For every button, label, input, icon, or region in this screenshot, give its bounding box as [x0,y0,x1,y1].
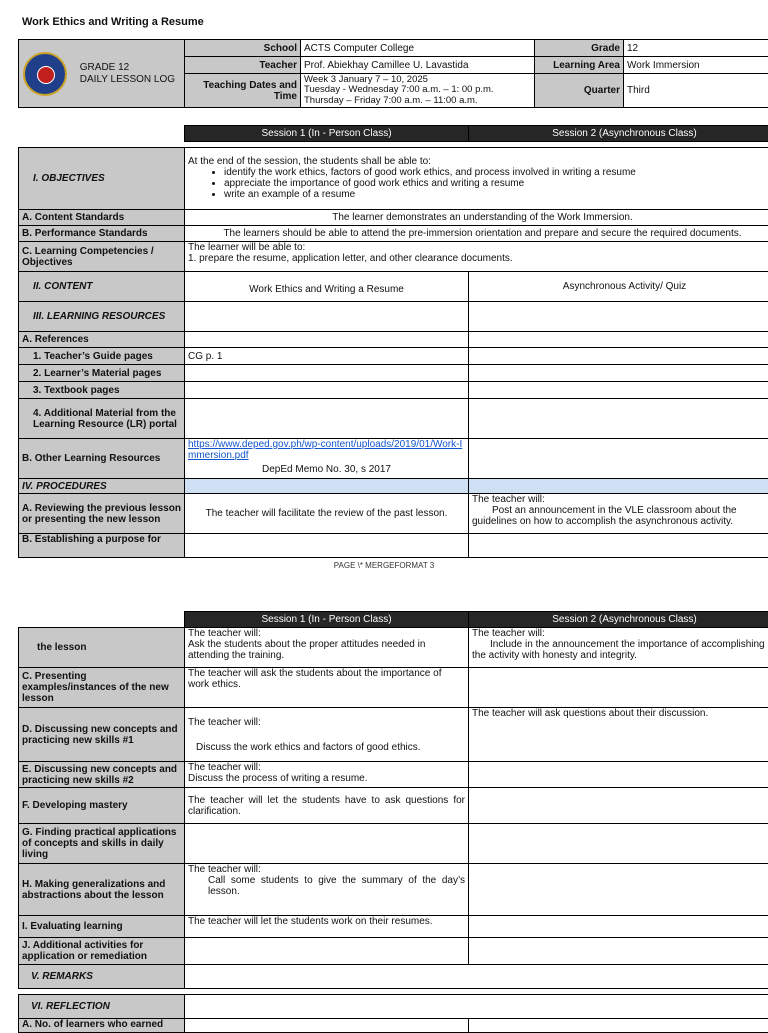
session2-header: Session 2 (Asynchronous Class) [469,612,768,628]
competencies-label: C. Learning Competencies / Objectives [19,242,185,272]
reflection-label: VI. REFLECTION [19,995,185,1019]
learners-material-label: 2. Learner’s Material pages [19,365,185,382]
reviewing-session1: The teacher will facilitate the review of the past lesson. [185,494,469,534]
presenting-examples-session1: The teacher will ask the students about the importance of work ethics. [185,668,469,708]
discussing-2-line: Discuss the process of writing a resume. [188,773,465,784]
objective-item: • identify the work ethics, factors of good work ethics, and process involved in writing a resume [224,167,768,178]
practical-applications-session2 [469,824,768,864]
session2-header: Session 2 (Asynchronous Class) [469,126,768,142]
lesson-table-page1 [18,125,768,558]
additional-activities-session2 [469,938,768,965]
developing-mastery-session1: The teacher will let the students have to ask questions for clarification. [185,788,469,824]
learners-earned-label: A. No. of learners who earned [19,1019,185,1033]
discussing-concepts-2-session2 [469,762,768,788]
purpose-label: B. Establishing a purpose for [19,534,185,558]
teacher-label: Teacher [185,57,301,74]
additional-material-label: 4. Additional Material from the Learning Resource (LR) portal [19,399,185,439]
competencies-line: 1. prepare the resume, application letter, and other clearance documents. [188,253,768,264]
learners-earned-session1 [185,1019,469,1033]
other-resources-label: B. Other Learning Resources [19,439,185,479]
header-table [18,39,768,108]
discussing-concepts-2-label: E. Discussing new concepts and practicing new skills #2 [19,762,185,788]
discussing-concepts-1-session2: The teacher will ask questions about their discussion. [469,708,768,762]
learning-area-label: Learning Area [535,57,624,74]
developing-mastery-session2 [469,788,768,824]
learners-earned-session2 [469,1019,768,1033]
lesson-s1-line: The teacher will: [188,628,465,639]
textbook-pages-label: 3. Textbook pages [19,382,185,399]
performance-standards-label: B. Performance Standards [19,226,185,242]
lesson-s1-line: Ask the students about the proper attitudes needed in attending the training. [188,639,465,661]
reviewing-s2-line: The teacher will: [472,494,768,505]
lesson-session1 [185,628,469,668]
resources-session1 [185,302,469,332]
purpose-session2 [469,534,768,558]
dates-value [301,74,535,108]
competencies-cell [185,242,768,272]
content-session1: Work Ethics and Writing a Resume [185,272,469,302]
discussing-concepts-1-session1 [185,708,469,762]
lesson-s2-line: The teacher will: [472,628,768,639]
lesson-table-page2 [18,611,768,1033]
content-session2: Asynchronous Activity/ Quiz [469,272,768,302]
dates-line: Week 3 January 7 – 10, 2025 [304,75,531,86]
additional-material-session2 [469,399,768,439]
discussing-1-line: Discuss the work ethics and factors of good ethics. [188,742,465,753]
objectives-cell [185,148,768,210]
competencies-line: The learner will be able to: [188,242,768,253]
school-label: School [185,40,301,57]
references-session1 [185,332,469,348]
evaluating-learning-session1: The teacher will let the students work on their resumes. [185,916,469,938]
grade-label: Grade [535,40,624,57]
additional-activities-session1 [185,938,469,965]
grade-log-line1: GRADE 12 [80,62,129,73]
other-resources-cell [185,439,469,479]
references-label: A. References [19,332,185,348]
school-value: ACTS Computer College [301,40,535,57]
practical-applications-label: G. Finding practical applications of concepts and skills in daily living [19,824,185,864]
reviewing-label: A. Reviewing the previous lesson or presenting the new lesson [19,494,185,534]
teachers-guide-value: CG p. 1 [185,348,469,365]
learning-resources-label: III. LEARNING RESOURCES [19,302,185,332]
procedures-session2 [469,479,768,494]
references-session2 [469,332,768,348]
document-title: Work Ethics and Writing a Resume [22,16,204,28]
textbook-pages-session2 [469,382,768,399]
other-resources-session2 [469,439,768,479]
additional-activities-label: J. Additional activities for application or remediation [19,938,185,965]
teachers-guide-session2 [469,348,768,365]
reviewing-s2-line: Post an announcement in the VLE classroom about the guidelines on how to accomplish the asynchronous activity. [472,505,768,527]
page-footer: PAGE \* MERGEFORMAT 3 [0,561,768,570]
objective-item: • write an example of a resume [224,189,768,200]
lesson-s2-line: Include in the announcement the importance of accomplishing the activity with honesty and integrity. [472,639,768,661]
procedures-session1 [185,479,469,494]
session1-header: Session 1 (In - Person Class) [185,126,469,142]
presenting-examples-label: C. Presenting examples/instances of the new lesson [19,668,185,708]
content-standards-label: A. Content Standards [19,210,185,226]
objectives-list [188,167,768,200]
performance-standards-value: The learners should be able to attend the pre-immersion orientation and prepare and secure the required documents. [185,226,768,242]
grade-log-line2: DAILY LESSON LOG [80,74,175,85]
discussing-concepts-1-label: D. Discussing new concepts and practicing new skills #1 [19,708,185,762]
quarter-label: Quarter [535,74,624,108]
presenting-examples-session2 [469,668,768,708]
developing-mastery-label: F. Developing mastery [19,788,185,824]
reviewing-session2 [469,494,768,534]
grade-log-cell [19,40,185,108]
discussing-concepts-2-session1 [185,762,469,788]
learners-material-session2 [469,365,768,382]
evaluating-learning-label: I. Evaluating learning [19,916,185,938]
objective-item: • appreciate the importance of good work ethics and writing a resume [224,178,768,189]
additional-material-session1 [185,399,469,439]
dates-label: Teaching Dates and Time [185,74,301,108]
learners-material-session1 [185,365,469,382]
content-label: II. CONTENT [19,272,185,302]
dates-line: Thursday – Friday 7:00 a.m. – 11:00 a.m. [304,96,531,107]
learning-area-value: Work Immersion [624,57,768,74]
objectives-label: I. OBJECTIVES [19,148,185,210]
lesson-session2 [469,628,768,668]
practical-applications-session1 [185,824,469,864]
generalizations-session1 [185,864,469,916]
textbook-pages-session1 [185,382,469,399]
teachers-guide-label: 1. Teacher’s Guide pages [19,348,185,365]
content-standards-value: The learner demonstrates an understanding of the Work Immersion. [185,210,768,226]
procedures-label: IV. PROCEDURES [19,479,185,494]
evaluating-learning-session2 [469,916,768,938]
generalizations-session2 [469,864,768,916]
resources-session2 [469,302,768,332]
objectives-intro: At the end of the session, the students shall be able to: [188,156,768,167]
remarks-value [185,965,768,989]
purpose-session1 [185,534,469,558]
deped-memo: DepEd Memo No. 30, s 2017 [188,464,465,475]
generalizations-line: The teacher will: [188,864,465,875]
generalizations-label: H. Making generalizations and abstractions about the lesson [19,864,185,916]
remarks-label: V. REMARKS [19,965,185,989]
quarter-value: Third [624,74,768,108]
reflection-value [185,995,768,1019]
grade-value: 12 [624,40,768,57]
lesson-label: the lesson [19,628,185,668]
deped-seal-icon [23,52,67,96]
dates-line: Tuesday - Wednesday 7:00 a.m. – 1: 00 p.m. [304,85,531,96]
teacher-value: Prof. Abiekhay Camillee U. Lavastida [301,57,535,74]
deped-resource-link[interactable]: https://www.deped.gov.ph/wp-content/uploads/2019/01/Work-Immersion.pdf [188,439,462,461]
session1-header: Session 1 (In - Person Class) [185,612,469,628]
discussing-2-line: The teacher will: [188,762,465,773]
generalizations-line: Call some students to give the summary of the day’s lesson. [188,875,465,897]
discussing-1-line: The teacher will: [188,717,465,728]
